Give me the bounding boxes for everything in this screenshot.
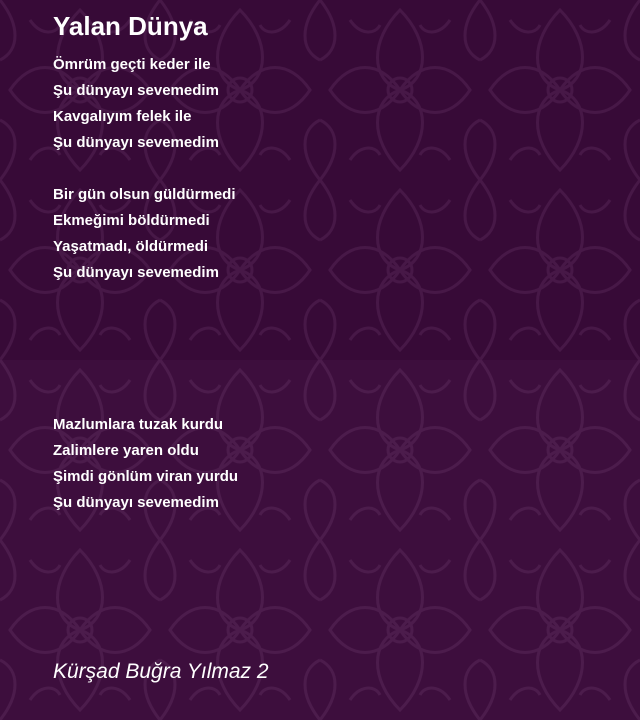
poem-stanza-3 xyxy=(53,412,238,516)
poem-line: Kavgalıyım felek ile xyxy=(53,108,192,125)
poem-line: Şu dünyayı sevemedim xyxy=(53,82,219,99)
poem-line: Bir gün olsun güldürmedi xyxy=(53,186,236,203)
poem-author: Kürşad Buğra Yılmaz 2 xyxy=(53,660,269,683)
poem-line: Ekmeğimi böldürmedi xyxy=(53,212,210,229)
poem-line: Yaşatmadı, öldürmedi xyxy=(53,238,209,255)
poem-line: Şu dünyayı sevemedim xyxy=(53,134,219,151)
poem-line: Mazlumlara tuzak kurdu xyxy=(53,416,224,433)
poem-line: Şimdi gönlüm viran yurdu xyxy=(53,468,239,485)
poem-line: Zalimlere yaren oldu xyxy=(53,442,199,459)
poem-stanza-1 xyxy=(53,52,219,156)
poem-stanza-2 xyxy=(53,182,236,286)
poem-line: Ömrüm geçti keder ile xyxy=(53,56,211,73)
poem-line: Şu dünyayı sevemedim xyxy=(53,264,219,281)
poem-line: Şu dünyayı sevemedim xyxy=(53,494,219,511)
poem-title: Yalan Dünya xyxy=(53,11,208,41)
